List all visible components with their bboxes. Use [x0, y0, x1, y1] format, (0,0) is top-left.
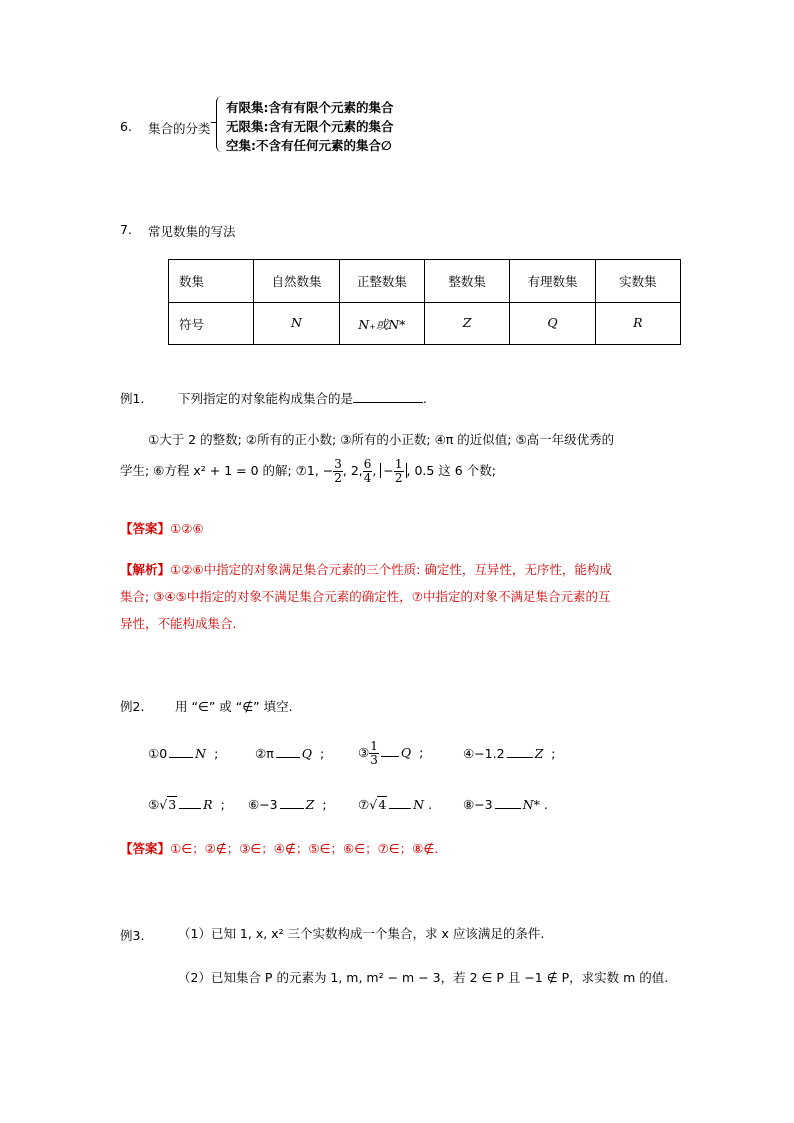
table-header: 数集: [169, 260, 254, 303]
set-symbol: Q: [301, 746, 312, 761]
item6-number: 6.: [120, 119, 132, 134]
ex2-item-7: [358, 796, 432, 812]
ex1-line2-d: , 0.5 这 6 个数;: [406, 463, 496, 478]
table-header: 正整数集: [339, 260, 424, 303]
answer-blank: [381, 744, 399, 757]
fraction-numerator: 1: [394, 457, 403, 471]
ex1-line2-c: ,: [372, 463, 381, 478]
item-prefix: ④−1.2: [463, 746, 505, 761]
answer-blank: [353, 390, 423, 403]
answer-blank: [179, 796, 201, 809]
fraction: [363, 458, 373, 485]
item-end: ;: [220, 797, 225, 812]
ex2-item-3: [358, 740, 423, 767]
answer-blank: [495, 796, 521, 809]
number-sets-table: [168, 259, 681, 345]
analysis-tag: 【解析】: [120, 562, 171, 577]
item-end: ;: [319, 746, 325, 761]
item-end: ;: [419, 745, 424, 760]
ex2-prompt: 用 “∈” 或 “∉” 填空.: [175, 699, 293, 714]
set-symbol: N: [195, 746, 207, 761]
table-header: 实数集: [595, 260, 680, 303]
fraction-numerator: 6: [363, 457, 372, 471]
item-prefix: ⑥−3: [248, 797, 278, 812]
set-symbol: Z: [305, 797, 315, 812]
fraction-denominator: 3: [370, 753, 378, 767]
ex2-answer: [120, 839, 438, 857]
fraction-numerator: 3: [334, 457, 342, 471]
table-cell: N: [254, 303, 339, 345]
classification-empty: 空集:不含有任何元素的集合∅: [226, 138, 392, 153]
sqrt: √4: [369, 797, 387, 812]
item-prefix: ①0: [148, 746, 168, 761]
ex2-item-2: [255, 745, 324, 761]
item-end: ;: [322, 797, 327, 812]
answer-blank: [276, 745, 300, 758]
item-prefix: ⑦: [358, 797, 370, 812]
answer-tag: 【答案】: [120, 841, 171, 856]
ex2-item-4: [463, 745, 555, 761]
item6-title: 集合的分类: [148, 121, 211, 136]
item-prefix: ⑧−3: [463, 797, 493, 812]
sqrt: √3: [159, 797, 177, 812]
set-symbol: R: [203, 797, 213, 812]
brace-icon: [216, 96, 225, 152]
ex1-question-text: 下列指定的对象能构成集合的是: [178, 391, 354, 406]
table-cell: N₊或N*: [339, 303, 424, 345]
ex2-item-5: [148, 796, 225, 812]
ex1-question: [178, 389, 427, 407]
table-cell: Q: [510, 303, 595, 345]
set-symbol: N: [413, 797, 425, 812]
abs-bars: − $\frac{1}{2}$: [380, 463, 406, 478]
table-row-label: 符号: [169, 303, 254, 345]
ex2-item-1: [148, 745, 218, 761]
fraction-denominator: 4: [363, 471, 372, 485]
ex2-item-8: [463, 796, 548, 812]
ex1-answer: [120, 519, 204, 537]
set-symbol: Z: [534, 746, 544, 761]
item-prefix: ⑤: [148, 797, 160, 812]
answer-blank: [389, 796, 411, 809]
ex1-options-line2: [120, 458, 496, 485]
item7-number: 7.: [120, 222, 132, 237]
radicand: 3: [168, 797, 177, 812]
table-row: [169, 303, 681, 345]
ex3-label: 例3.: [120, 928, 145, 943]
table-header-row: [169, 260, 681, 303]
radicand: 4: [378, 797, 387, 812]
answer-tag: 【答案】: [120, 521, 171, 536]
answer-blank: [507, 745, 533, 758]
table-cell: Z: [424, 303, 509, 345]
item7-title: 常见数集的写法: [148, 224, 236, 239]
fraction: [369, 740, 379, 767]
item-end: .: [428, 797, 433, 812]
classification-infinite: 无限集:含有无限个元素的集合: [226, 119, 394, 134]
set-symbol: Q: [400, 745, 412, 760]
item-end: ;: [214, 746, 219, 761]
table-header: 整数集: [424, 260, 509, 303]
ex1-options-line1: ①大于 2 的整数; ②所有的正小数; ③所有的小正数; ④π 的近似值; ⑤高一年级优秀的: [148, 432, 615, 447]
ex2-label: 例2.: [120, 699, 145, 714]
table-header: 有理数集: [510, 260, 595, 303]
fraction: [394, 458, 404, 485]
ex1-analysis-line2: 集合; ③④⑤中指定的对象不满足集合元素的确定性，⑦中指定的对象不满足集合元素的互: [120, 589, 611, 604]
ex1-line2-a: 学生; ⑥方程 x² + 1 = 0 的解; ⑦1, −: [120, 463, 334, 478]
set-symbol: N*: [522, 797, 540, 812]
fraction-numerator: 1: [370, 739, 378, 753]
ex1-analysis-line3: 异性，不能构成集合.: [120, 616, 237, 631]
ex2-item-6: [248, 796, 327, 812]
item-prefix: ②π: [255, 746, 274, 761]
answer-blank: [280, 796, 304, 809]
ex3-part1: （1）已知 1, x, x² 三个实数构成一个集合，求 x 应该满足的条件.: [178, 926, 545, 941]
answer-text: ①∈；②∉；③∈；④∉；⑤∈；⑥∈；⑦∈；⑧∉.: [170, 841, 439, 856]
fraction-denominator: 2: [334, 471, 342, 485]
item-end: .: [543, 797, 548, 812]
item-prefix: ③: [358, 745, 370, 760]
ex1-analysis-line1: [120, 560, 612, 578]
fraction-denominator: 2: [394, 471, 403, 485]
analysis-text: ①②⑥中指定的对象满足集合元素的三个性质: 确定性，互异性，无序性，能构成: [170, 562, 612, 577]
answer-blank: [169, 745, 193, 758]
ex3-part2: （2）已知集合 P 的元素为 1, m, m² − m − 3，若 2 ∈ P 且 −1 ∉ P，求实数 m 的值.: [178, 970, 669, 985]
table-cell: R: [595, 303, 680, 345]
fraction: [333, 458, 343, 485]
ex1-line2-b: , 2,: [342, 463, 363, 478]
answer-text: ①②⑥: [170, 521, 204, 536]
ex1-question-end: .: [423, 391, 427, 406]
ex1-label: 例1.: [120, 391, 145, 406]
item-end: ;: [551, 746, 556, 761]
classification-finite: 有限集:含有有限个元素的集合: [226, 100, 394, 115]
table-header: 自然数集: [254, 260, 339, 303]
